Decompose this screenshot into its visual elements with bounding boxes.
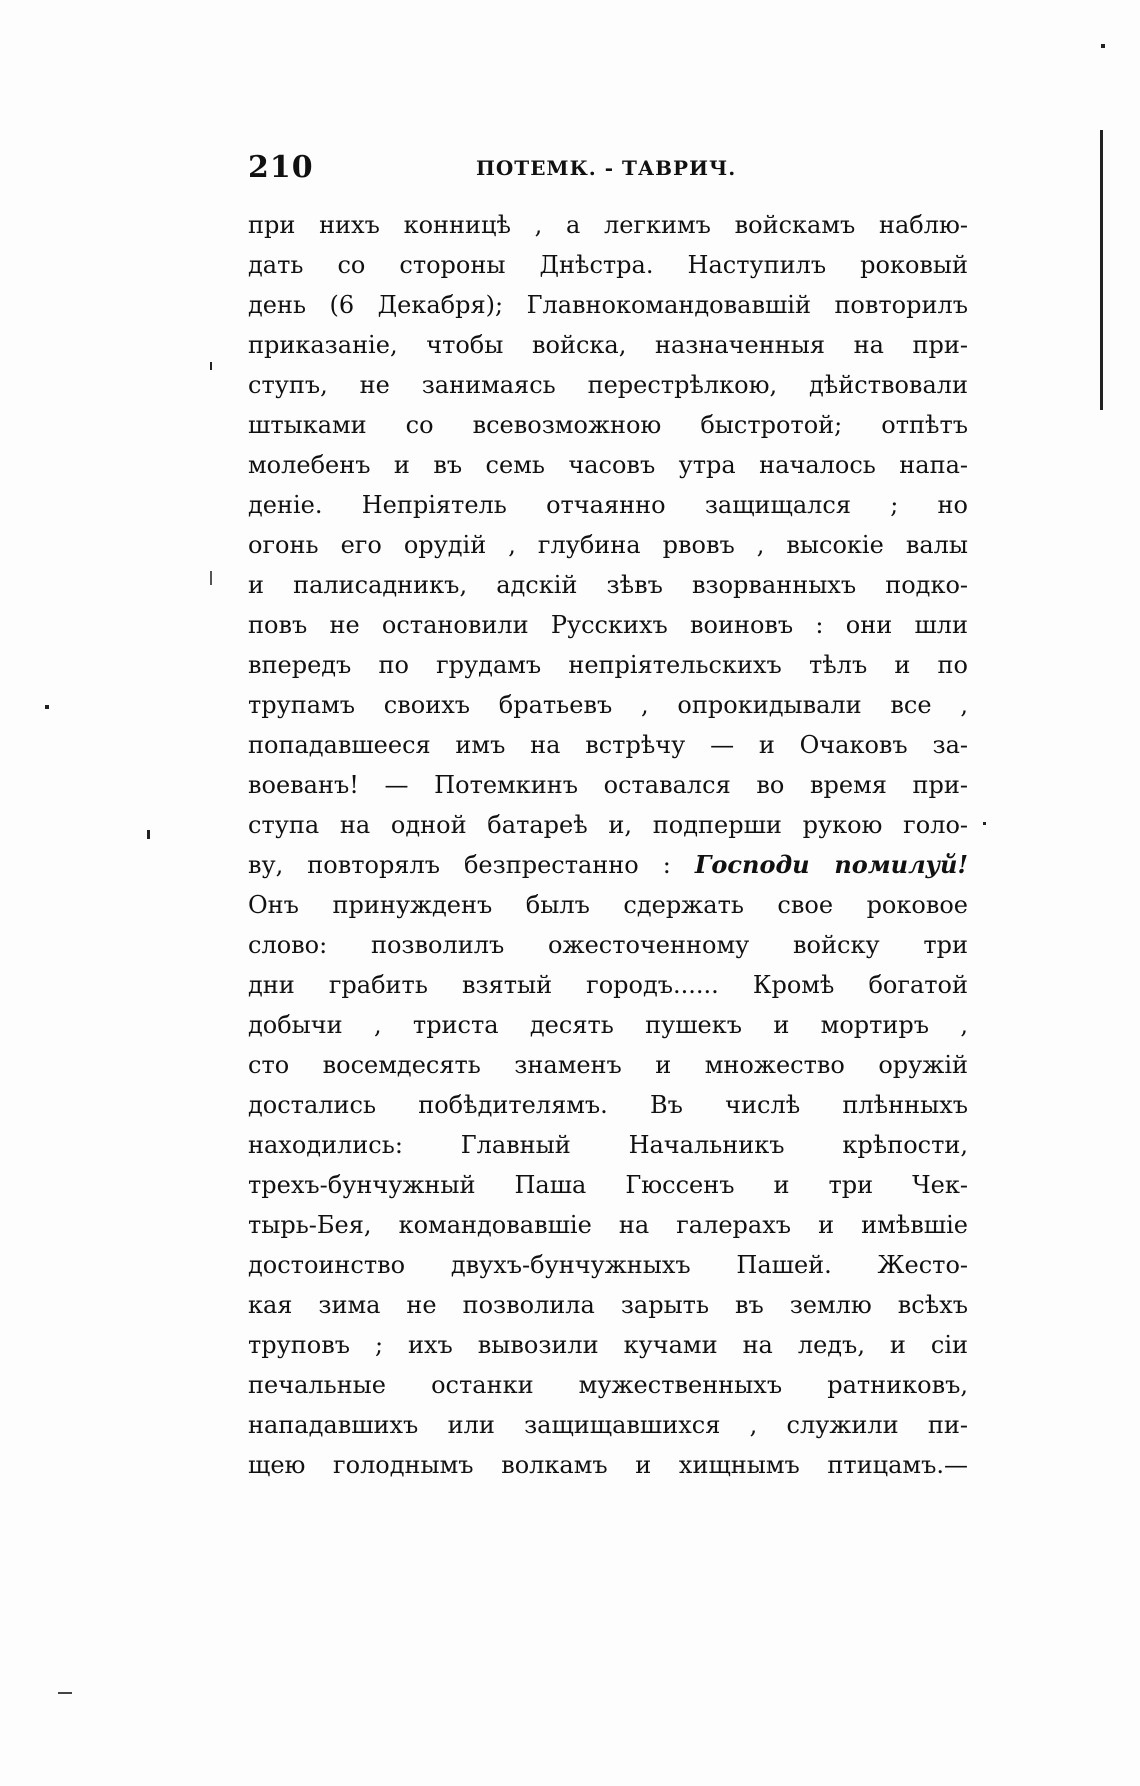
- text-line: достались побѣдителямъ. Въ числѣ плѣнныхъ: [248, 1091, 968, 1119]
- text-line: впередъ по грудамъ непріятельскихъ тѣлъ и по: [248, 651, 968, 679]
- scan-line-mark: [58, 1692, 72, 1694]
- italic-phrase: Господи помилуй!: [694, 850, 968, 879]
- text-line: находились: Главный Начальникъ крѣпости,: [248, 1131, 968, 1159]
- scan-speck: [983, 822, 986, 825]
- scan-edge-mark: [1100, 130, 1103, 410]
- text-line: повъ не остановили Русскихъ воиновъ : они шли: [248, 611, 968, 639]
- scan-speck: [147, 830, 150, 839]
- text-line: Онъ принужденъ былъ сдержать свое роковое: [248, 891, 968, 919]
- text-line: дни грабить взятый городъ...... Кромѣ богатой: [248, 971, 968, 999]
- text-line: молебенъ и въ семь часовъ утра началось напа-: [248, 451, 968, 479]
- scan-speck: [1101, 44, 1105, 48]
- text-line: при нихъ конницѣ , а легкимъ войскамъ наблю-: [248, 211, 968, 239]
- text-line: ступа на одной батареѣ и, подперши рукою голо-: [248, 811, 968, 839]
- page-number: 210: [248, 150, 314, 185]
- text-line: дать со стороны Днѣстра. Наступилъ роковый: [248, 251, 968, 279]
- text-line: щею голоднымъ волкамъ и хищнымъ птицамъ.—: [248, 1451, 968, 1479]
- scan-speck: [210, 362, 212, 370]
- text-line: деніе. Непріятель отчаянно защищался ; но: [248, 491, 968, 519]
- text-line-with-italic: [248, 845, 968, 885]
- text-line: труповъ ; ихъ вывозили кучами на ледъ, и сіи: [248, 1331, 968, 1359]
- text-line: трупамъ своихъ братьевъ , опрокидывали все ,: [248, 691, 968, 719]
- text-fragment: ву, повторялъ безпрестанно :: [248, 851, 671, 879]
- text-line: тырь-Бея, командовавшіе на галерахъ и имѣвшіе: [248, 1211, 968, 1239]
- text-line: сто восемдесять знаменъ и множество оружій: [248, 1051, 968, 1079]
- text-line: приказаніе, чтобы войска, назначенныя на при-: [248, 331, 968, 359]
- text-line: печальные останки мужественныхъ ратниковъ,: [248, 1371, 968, 1399]
- text-line: огонь его орудій , глубина рвовъ , высокіе валы: [248, 531, 968, 559]
- running-head: ПОТЕМК. - ТАВРИЧ.: [476, 156, 737, 180]
- scan-speck: [45, 705, 49, 709]
- text-line: день (6 Декабря); Главнокомандовавшій повторилъ: [248, 291, 968, 319]
- body-text: [248, 205, 968, 1485]
- text-line: воеванъ! — Потемкинъ оставался во время при-: [248, 771, 968, 799]
- text-line: штыками со всевозможною быстротой; отпѣтъ: [248, 411, 968, 439]
- text-line: кая зима не позволила зарыть въ землю всѣхъ: [248, 1291, 968, 1319]
- text-line: трехъ-бунчужный Паша Гюссенъ и три Чек-: [248, 1171, 968, 1199]
- text-line: добычи , триста десять пушекъ и мортиръ ,: [248, 1011, 968, 1039]
- text-line: достоинство двухъ-бунчужныхъ Пашей. Жесто-: [248, 1251, 968, 1279]
- text-line: нападавшихъ или защищавшихся , служили пи-: [248, 1411, 968, 1439]
- text-line: попадавшееся имъ на встрѣчу — и Очаковъ за-: [248, 731, 968, 759]
- page-header: [248, 150, 968, 190]
- text-line: и палисадникъ, адскій зѣвъ взорванныхъ подко-: [248, 571, 968, 599]
- text-line: ступъ, не занимаясь перестрѣлкою, дѣйствовали: [248, 371, 968, 399]
- scan-speck: [210, 571, 212, 585]
- text-line: слово: позволилъ ожесточенному войску три: [248, 931, 968, 959]
